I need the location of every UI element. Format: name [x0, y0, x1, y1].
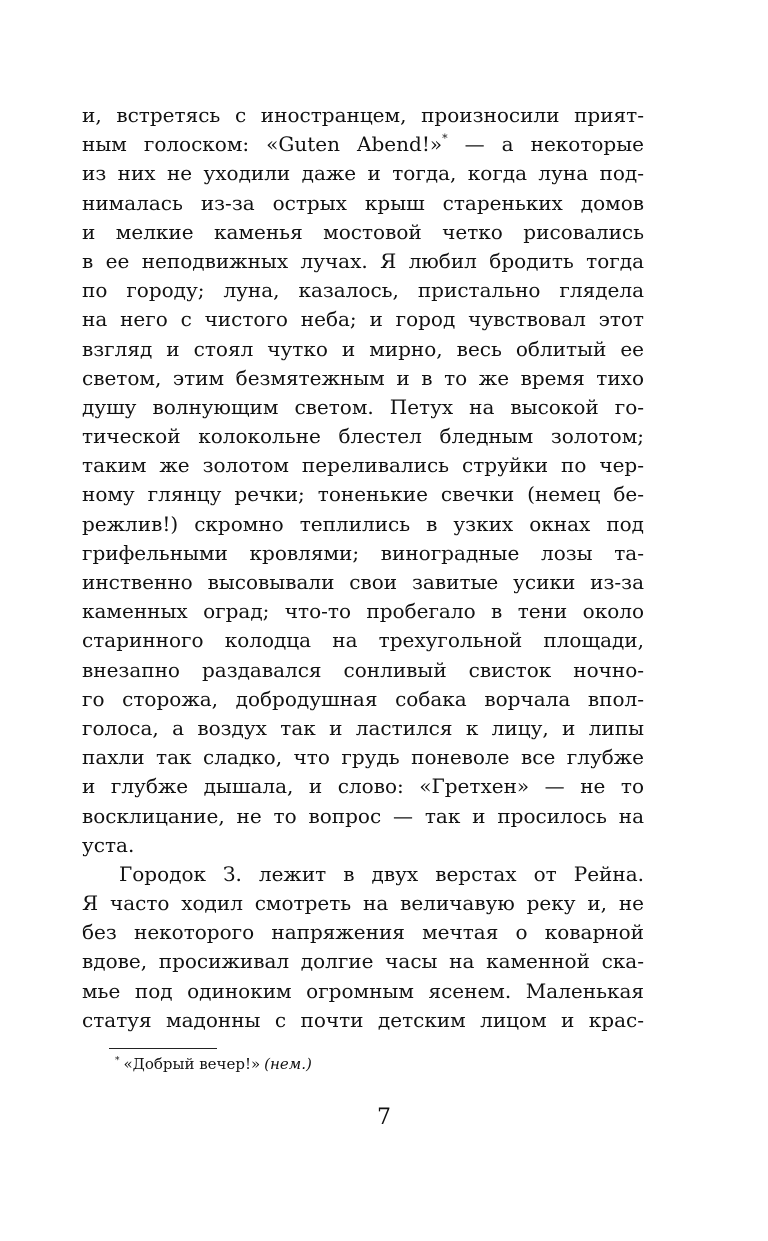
text-fragment: — а некоторые [447, 132, 644, 157]
text-line: тической колокольне блестел бледным золотом; [82, 424, 644, 449]
text-line: вдове, просиживал долгие часы на каменной ска- [82, 949, 644, 974]
text-line: режлив!) скромно теплились в узких окнах под [82, 511, 644, 536]
text-fragment: ным голоском: «Guten Abend!» [82, 132, 443, 157]
footnote [115, 1052, 312, 1076]
text-line: таким же золотом переливались струйки по чер- [82, 453, 644, 478]
text-line: в ее неподвижных лучах. Я любил бродить тогда [82, 248, 644, 273]
text-line: инственно высовывали свои завитые усики из-за [82, 570, 644, 594]
text-line: каменных оград; что-то пробегало в тени около [82, 599, 644, 624]
text-line: Я часто ходил смотреть на величавую реку и, не [82, 891, 644, 916]
text-line: без некоторого напряжения мечтая о коварной [82, 920, 644, 945]
text-line: статуя мадонны с почти детским лицом и крас- [82, 1007, 644, 1032]
paragraph-first-line: Городок З. лежит в двух верстах от Рейна. [119, 861, 644, 886]
footnote-text: «Добрый вечер!» [123, 1055, 261, 1073]
text-line: и, встретясь с иностранцем, произносили прият- [82, 103, 644, 127]
text-line: и мелкие каменья мостовой четко рисовались [82, 219, 644, 244]
text-line: из них не уходили даже и тогда, когда луна под- [82, 161, 644, 186]
text-line: внезапно раздавался сонливый свисток ночно- [82, 657, 644, 682]
text-line: грифельными кровлями; виноградные лозы та- [82, 540, 644, 565]
text-line: ному глянцу речки; тоненькие свечки (немец бе- [82, 482, 644, 507]
text-line: старинного колодца на трехугольной площади, [82, 628, 644, 653]
paragraph-last-line: уста. [82, 832, 135, 857]
text-line: голоса, а воздух так и ластился к лицу, и липы [82, 715, 644, 740]
text-line: на него с чистого неба; и город чувствовал этот [82, 307, 644, 332]
text-line: пахли так сладко, что грудь поневоле все глубже [82, 745, 644, 770]
body-text [82, 101, 644, 1035]
text-line: взгляд и стоял чутко и мирно, весь облитый ее [82, 336, 644, 361]
text-line: го сторожа, добродушная собака ворчала впол- [82, 686, 644, 711]
footnote-reference: * [442, 132, 448, 146]
text-line: мье под одиноким огромным ясенем. Маленькая [82, 978, 644, 1003]
page-number: 7 [377, 1105, 391, 1130]
text-line: душу волнующим светом. Петух на высокой го- [82, 394, 644, 419]
text-line: светом, этим безмятежным и в то же время тихо [82, 365, 644, 390]
text-line: и глубже дышала, и слово: «Гретхен» — не то [82, 774, 644, 799]
footnote-language: (нем.) [264, 1055, 312, 1073]
footnote-mark: * [115, 1056, 120, 1066]
text-line [82, 130, 644, 159]
text-line: восклицание, не то вопрос — так и просилось на [82, 803, 644, 828]
text-line: по городу; луна, казалось, пристально глядела [82, 278, 644, 303]
text-line: нималась из-за острых крыш стареньких домов [82, 190, 644, 215]
footnote-divider [109, 1048, 217, 1049]
